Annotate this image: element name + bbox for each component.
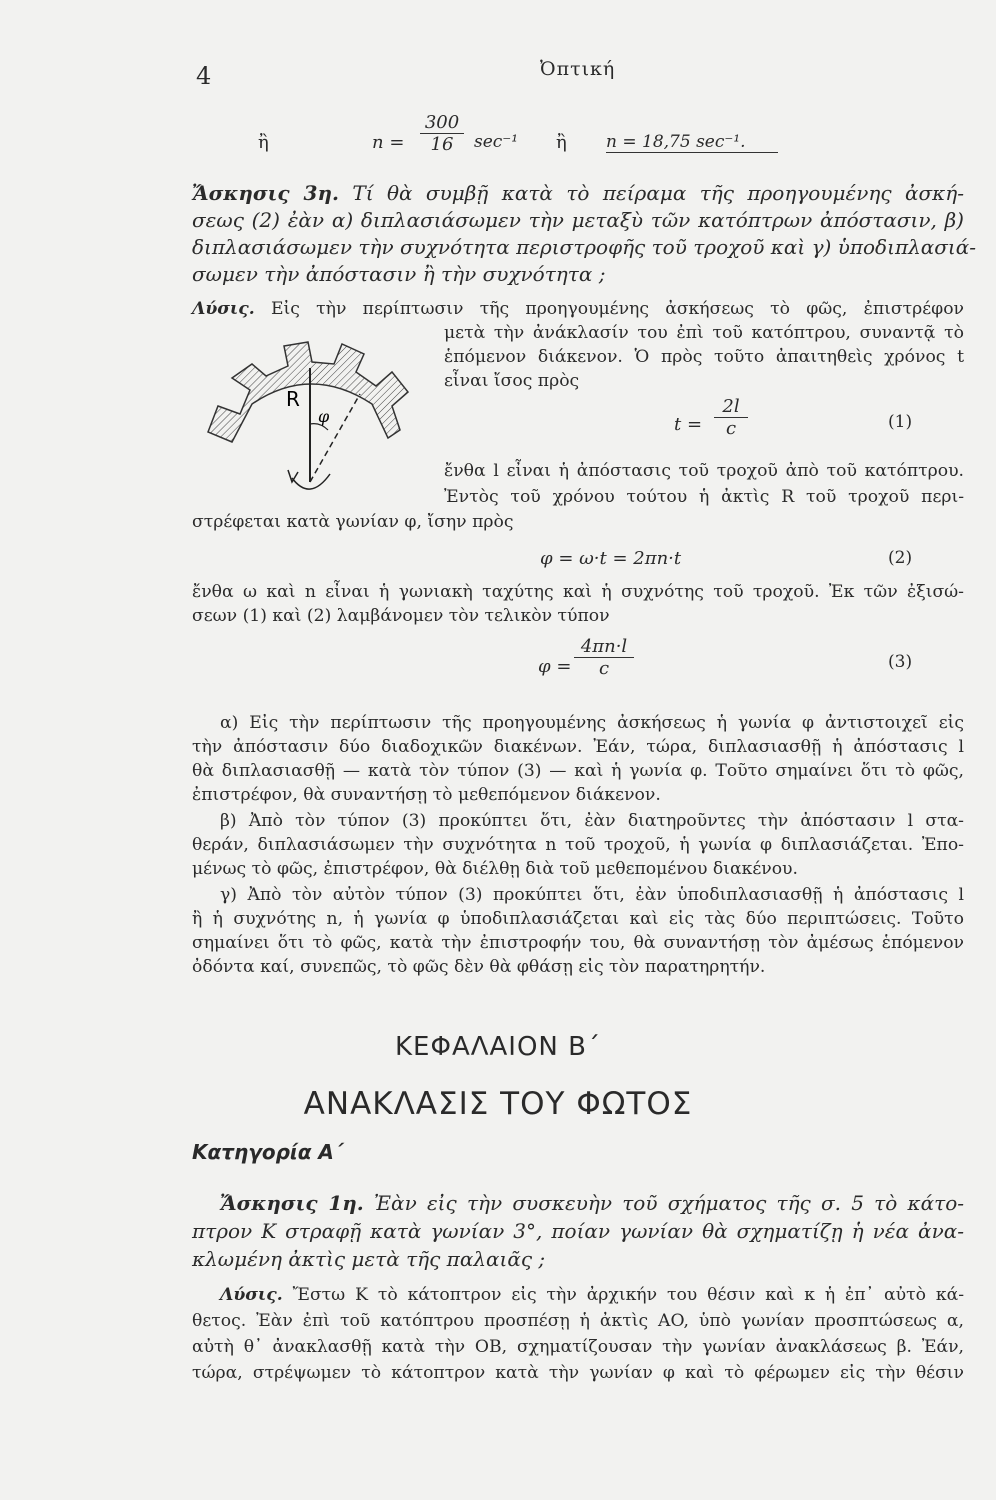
exercise3-label: Ἄσκησις 3η.: [192, 181, 339, 205]
label-R: R: [286, 387, 300, 411]
exercise3-line-2: διπλασιάσωμεν τὴν συχνότητα περιστροφῆς τοῦ τροχοῦ καὶ γ) ὑποδιπλασιά-: [192, 235, 977, 259]
solution3-b-line-2: στρέφεται κατὰ γωνίαν φ, ἴσην πρὸς: [192, 512, 514, 532]
para-c-line-2: σημαίνει ὅτι τὸ φῶς, κατὰ τὴν ἐπιστροφήν του, θὰ συναντήσῃ τὸν ἀμέσως ἑπόμενον: [192, 933, 964, 953]
eq2-tag: (2): [888, 548, 913, 568]
exercise1-label: Ἄσκησις 1η.: [220, 1191, 364, 1215]
exercise3-text-0: Τί θὰ συμβῇ κατὰ τὸ πείραμα τῆς προηγουμένης ἀσκή-: [352, 181, 964, 205]
solution3-line-1: μετὰ τὴν ἀνάκλασίν του ἐπὶ τοῦ κατόπτρου, συναντᾷ τὸ: [444, 323, 964, 343]
solution3-c-line-1: σεων (1) καὶ (2) λαμβάνομεν τὸν τελικὸν τύπον: [192, 606, 610, 626]
solution3-line-2: ἑπόμενον διάκενον. Ὁ πρὸς τοῦτο ἀπαιτηθεὶς χρόνος t: [444, 347, 964, 367]
para-a-line-2: θὰ διπλασιασθῇ — κατὰ τὸν τύπον (3) — καὶ ἡ γωνία φ. Τοῦτο σημαίνει ὅτι τὸ φῶς,: [192, 761, 964, 781]
top-eq-den: 16: [430, 134, 454, 155]
top-equation: [0, 112, 996, 172]
solution3-b-line-1: Ἐντὸς τοῦ χρόνου τούτου ἡ ἀκτὶς R τοῦ τροχοῦ περι-: [444, 487, 964, 507]
solution1-text-0: Ἔστω K τὸ κάτοπτρον εἰς τὴν ἀρχικήν του θέσιν καὶ κ ἡ ἐπ᾿ αὐτὸ κά-: [292, 1285, 965, 1305]
gear-rim: [208, 342, 408, 442]
eq1-lhs: t =: [674, 414, 703, 435]
para-a-line-1: τὴν ἀπόστασιν δύο διαδοχικῶν διακένων. Ἐάν, τώρα, διπλασιασθῇ ἡ ἀπόστασις l: [192, 737, 964, 757]
top-eq-lead: ἢ: [258, 132, 269, 153]
eq1-tag: (1): [888, 412, 913, 432]
solution1-line-3: τώρα, στρέψωμεν τὸ κάτοπτρον κατὰ τὴν γωνίαν φ καὶ τὸ φέρωμεν εἰς τὴν θέσιν: [192, 1363, 964, 1383]
eq1-fraction: [714, 396, 748, 439]
top-eq-result: n = 18,75 sec⁻¹.: [606, 132, 778, 153]
eq3-tag: (3): [888, 652, 913, 672]
exercise3-line-1: σεως (2) ἐὰν α) διπλασιάσωμεν τὴν μεταξὺ τῶν κατόπτρων ἀπόστασιν, β): [192, 208, 964, 232]
exercise3-line-3: σωμεν τὴν ἀπόστασιν ἢ τὴν συχνότητα ;: [192, 262, 606, 286]
label-phi: φ: [318, 407, 330, 426]
exercise1-line-0: [220, 1190, 964, 1217]
gear-wheel-figure: [196, 334, 436, 494]
running-header: Ὀπτική: [540, 58, 616, 80]
para-a-line-3: ἐπιστρέφον, θὰ συναντήσῃ τὸ μεθεπόμενον διάκενον.: [192, 785, 661, 805]
top-eq-num: 300: [420, 112, 464, 134]
solution1-line-0: [220, 1284, 964, 1306]
exercise1-line-1: πτρον K στραφῇ κατὰ γωνίαν 3°, ποίαν γωνίαν θὰ σχηματίζῃ ἡ νέα ἀνα-: [192, 1219, 964, 1243]
eq3-fraction: [574, 636, 634, 679]
eq3-den: c: [598, 658, 610, 679]
solution1-line-2: αὐτὴ θ᾿ ἀνακλασθῇ κατὰ τὴν OB, σχηματίζουσαν τὴν γωνίαν ἀνακλάσεως β. Ἐάν,: [192, 1337, 964, 1357]
eq1-num: 2l: [714, 396, 748, 418]
chapter-number: ΚΕΦΑΛΑΙΟΝ Β΄: [395, 1032, 601, 1062]
page-number: 4: [196, 62, 212, 90]
solution3-text-0: Εἰς τὴν περίπτωσιν τῆς προηγουμένης ἀσκήσεως τὸ φῶς, ἐπιστρέφον: [270, 299, 964, 319]
solution3-label: Λύσις.: [192, 299, 255, 319]
eq3-lhs: φ =: [538, 656, 572, 677]
para-b-line-1: θεράν, διπλασιάσωμεν τὴν συχνότητα n τοῦ τροχοῦ, ἡ γωνία φ διπλασιάζεται. Ἐπο-: [192, 835, 964, 855]
solution3-b-line-0: ἔνθα l εἶναι ἡ ἀπόστασις τοῦ τροχοῦ ἀπὸ τοῦ κατόπτρου.: [444, 461, 964, 481]
eq1-den: c: [725, 418, 737, 439]
eq2-expr: φ = ω·t = 2πn·t: [540, 548, 682, 569]
solution3-c-line-0: ἔνθα ω καὶ n εἶναι ἡ γωνιακὴ ταχύτης καὶ ἡ συχνότης τοῦ τροχοῦ. Ἐκ τῶν ἐξισώ-: [192, 582, 964, 602]
top-eq-unit: sec⁻¹: [474, 132, 519, 152]
para-c-line-0: γ) Ἀπὸ τὸν αὐτὸν τύπον (3) προκύπτει ὅτι, ἐὰν ὑποδιπλασιασθῇ ἡ ἀπόστασις l: [220, 885, 964, 905]
solution3-line-0: [192, 298, 964, 320]
solution1-line-1: θετος. Ἐὰν ἐπὶ τοῦ κατόπτρου προσπέσῃ ἡ ἀκτὶς AO, ὑπὸ γωνίαν προσπτώσεως α,: [192, 1311, 964, 1331]
exercise1-text-0: Ἐὰν εἰς τὴν συσκευὴν τοῦ σχήματος τῆς σ. 5 τὸ κάτο-: [374, 1191, 964, 1215]
para-a-line-0: α) Εἰς τὴν περίπτωσιν τῆς προηγουμένης ἀσκήσεως ἡ γωνία φ ἀντιστοιχεῖ εἰς: [220, 713, 964, 733]
exercise3-line-0: [192, 180, 964, 207]
category-heading: Κατηγορία Α΄: [192, 1140, 343, 1164]
para-c-line-3: ὀδόντα καί, συνεπῶς, τὸ φῶς δὲν θὰ φθάσῃ εἰς τὸν παρατηρητήν.: [192, 957, 766, 977]
exercise1-line-2: κλωμένη ἀκτὶς μετὰ τῆς παλαιᾶς ;: [192, 1247, 546, 1271]
top-eq-or: ἢ: [556, 132, 567, 153]
top-eq-fraction: [420, 112, 464, 155]
para-b-line-2: μένως τὸ φῶς, ἐπιστρέφον, θὰ διέλθῃ διὰ τοῦ μεθεπομένου διακένου.: [192, 859, 798, 879]
chapter-title: ΑΝΑΚΛΑΣΙΣ ΤΟΥ ΦΩΤΟΣ: [303, 1086, 693, 1122]
para-c-line-1: ἢ ἡ συχνότης n, ἡ γωνία φ ὑποδιπλασιάζεται καὶ εἰς τὰς δύο περιπτώσεις. Τοῦτο: [192, 909, 964, 929]
top-eq-n: n =: [372, 132, 405, 153]
solution3-line-3: εἶναι ἴσος πρὸς: [444, 371, 580, 391]
rotation-arrowhead: [288, 470, 298, 482]
para-b-line-0: β) Ἀπὸ τὸν τύπον (3) προκύπτει ὅτι, ἐὰν διατηροῦντες τὴν ἀπόστασιν l στα-: [220, 811, 964, 831]
solution1-label: Λύσις.: [220, 1285, 283, 1305]
eq3-num: 4πn·l: [574, 636, 634, 658]
